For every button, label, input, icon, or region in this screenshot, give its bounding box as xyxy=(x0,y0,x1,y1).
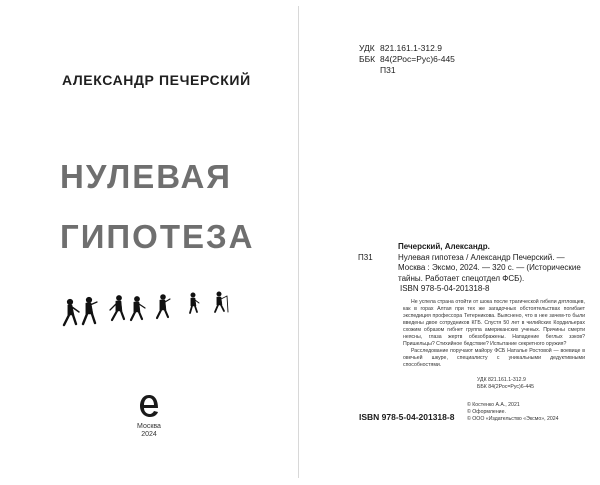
copyright-line-3: © ООО «Издательство «Эксмо», 2024 xyxy=(467,416,559,423)
udk-bottom-line: УДК 821.161.1-312.9 xyxy=(477,377,526,383)
entry-code: П31 xyxy=(358,253,373,262)
classification-bottom xyxy=(477,377,534,391)
copyright-page xyxy=(301,6,596,478)
classification-block xyxy=(359,43,455,76)
eksmo-logo-icon xyxy=(138,393,160,419)
entry-author: Печерский, Александр. xyxy=(398,242,490,251)
title-page xyxy=(4,6,299,478)
publisher-year: 2024 xyxy=(141,431,157,438)
publisher-place-year xyxy=(126,423,172,439)
bbk-bottom-line: ББК 84(2Рос=Рус)6-445 xyxy=(477,384,534,390)
author-mark-row xyxy=(359,65,455,76)
bbk-value: 84(2Рос=Рус)6-445 xyxy=(380,54,455,64)
entry-text: Нулевая гипотеза / Александр Печерский. — Москва : Эксмо, 2024. — 320 с. — (Исторические тайны. Работает спецотдел ФСБ). xyxy=(398,252,581,283)
annotation xyxy=(403,299,585,369)
catalog-entry xyxy=(398,242,583,284)
publisher-place: Москва xyxy=(137,423,161,430)
book-title-line-2: ГИПОТЕЗА xyxy=(60,218,255,255)
copyright-line-2: © Оформление. xyxy=(467,409,559,416)
copyright-line-1: © Костенко А.А., 2021 xyxy=(467,402,559,409)
udk-row xyxy=(359,43,455,54)
author-mark: П31 xyxy=(380,65,396,75)
bbk-label: ББК xyxy=(359,54,376,64)
author-name: АЛЕКСАНДР ПЕЧЕРСКИЙ xyxy=(62,72,251,88)
annotation-paragraph-2: Расследование поручают майору ФСБ Наталье Ростовой — воевице в овечьей шкуре, специалисту с уникальными дедуктивными способностями. xyxy=(403,348,585,368)
isbn-small: ISBN 978-5-04-201318-8 xyxy=(400,284,490,293)
hikers-silhouettes-icon xyxy=(62,288,242,328)
book-title-line-1: НУЛЕВАЯ xyxy=(60,158,233,195)
udk-label: УДК xyxy=(359,43,375,53)
annotation-paragraph-1: Не успела страна отойти от шока после трагической гибели дятловцев, как в горах Алтая при тех же загадочных обстоятельствах погибает экспедиция профессора Тетерникова. Выяснено, что в нее зачем-то были введены двое сотрудников КГБ. Спустя 50 лет в чилийских Кордильерах схожим образом гибнет группа американских ученых. Причины смерти неясны, глаза жертв обезображены. Нападение беглых зэков? Пришельцы? Стихийное бедствие? Испытание секретного оружия? xyxy=(403,299,585,347)
isbn-main: ISBN 978-5-04-201318-8 xyxy=(359,412,455,422)
udk-value: 821.161.1-312.9 xyxy=(380,43,442,53)
copyright-block xyxy=(467,402,559,423)
bbk-row xyxy=(359,54,455,65)
